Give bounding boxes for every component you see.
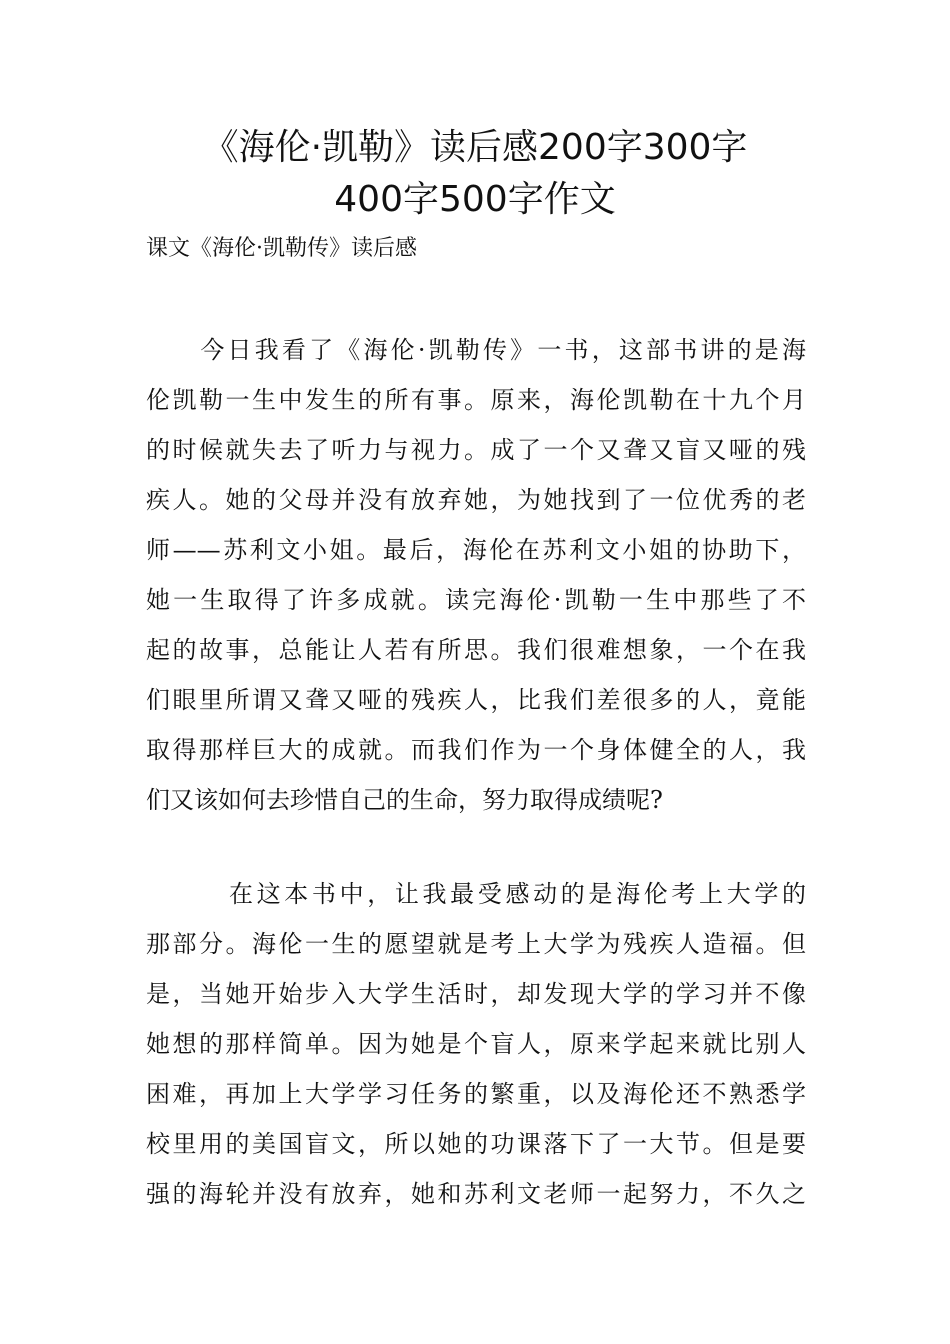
title-line-2: 400字500字作文 xyxy=(334,179,616,220)
paragraph-line: 在这本书中，让我最受感动的是海伦考上大学的 xyxy=(146,880,806,908)
paragraph-line: 伦凯勒一生中发生的所有事。原来，海伦凯勒在十九个月 xyxy=(146,386,806,414)
paragraph-line: 她想的那样简单。因为她是个盲人，原来学起来就比别人 xyxy=(146,1030,806,1058)
paragraph-line: 们又该如何去珍惜自己的生命，努力取得成绩呢? xyxy=(146,786,663,814)
paragraph-line: 困难，再加上大学学习任务的繁重，以及海伦还不熟悉学 xyxy=(146,1080,806,1108)
document-subtitle: 课文《海伦·凯勒传》读后感 xyxy=(146,236,417,261)
paragraph-2 xyxy=(146,869,806,1219)
paragraph-line: 师——苏利文小姐。最后，海伦在苏利文小姐的协助下， xyxy=(146,536,806,564)
paragraph-line: 强的海轮并没有放弃，她和苏利文老师一起努力，不久之 xyxy=(146,1180,806,1208)
paragraph-1 xyxy=(146,325,806,825)
paragraph-line: 疾人。她的父母并没有放弃她，为她找到了一位优秀的老 xyxy=(146,486,806,514)
paragraph-line: 取得那样巨大的成就。而我们作为一个身体健全的人，我 xyxy=(146,736,806,764)
paragraph-line: 的时候就失去了听力与视力。成了一个又聋又盲又哑的残 xyxy=(146,436,806,464)
paragraph-line: 那部分。海伦一生的愿望就是考上大学为残疾人造福。但 xyxy=(146,930,806,958)
paragraph-line: 她一生取得了许多成就。读完海伦·凯勒一生中那些了不 xyxy=(146,586,806,614)
title-line-1: 《海伦·凯勒》读后感200字300字 xyxy=(202,127,748,168)
paragraph-line: 校里用的美国盲文，所以她的功课落下了一大节。但是要 xyxy=(146,1130,806,1158)
paragraph-line: 今日我看了《海伦·凯勒传》一书，这部书讲的是海 xyxy=(146,336,806,364)
paragraph-line: 们眼里所谓又聋又哑的残疾人，比我们差很多的人，竟能 xyxy=(146,686,806,714)
paragraph-line: 起的故事，总能让人若有所思。我们很难想象，一个在我 xyxy=(146,636,806,664)
paragraph-line: 是，当她开始步入大学生活时，却发现大学的学习并不像 xyxy=(146,980,806,1008)
document-title xyxy=(120,122,830,226)
